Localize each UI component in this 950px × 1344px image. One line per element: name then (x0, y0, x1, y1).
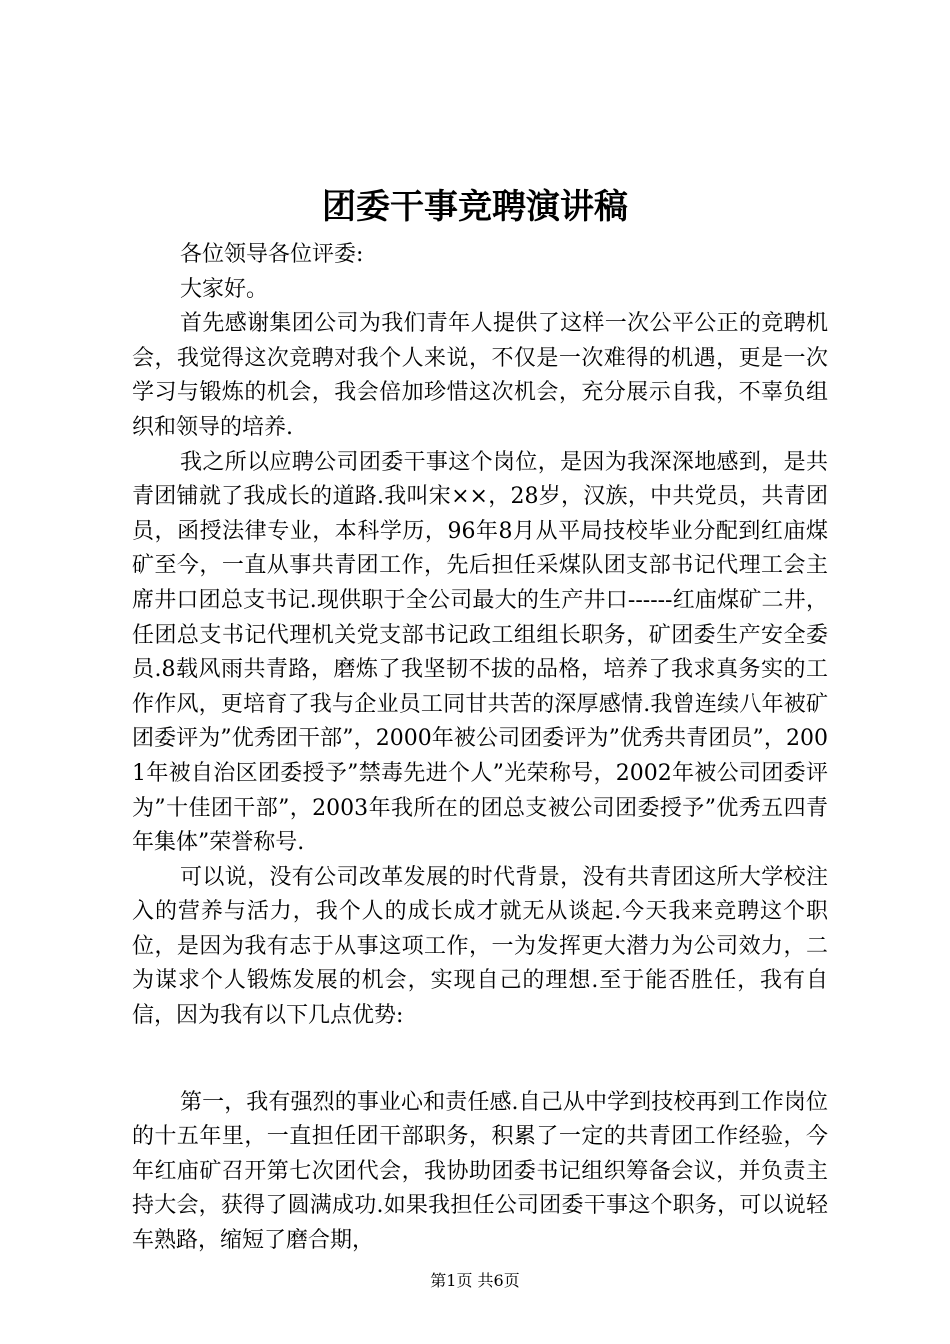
body-paragraph: 首先感谢集团公司为我们青年人提供了这样一次公平公正的竞聘机会，我觉得这次竞聘对我个人来说，不仅是一次难得的机遇，更是一次学习与锻炼的机会，我会倍加珍惜这次机会，充分展示自我，不辜负组织和领导的培养. (132, 311, 828, 440)
body-paragraph: 可以说，没有公司改革发展的时代背景，没有共青团这所大学校注入的营养与活力，我个人的成长成才就无从谈起.今天我来竞聘这个职位，是因为我有志于从事这项工作，一为发挥更大潜力为公司效力，二为谋求个人锻炼发展的机会，实现自己的理想.至于能否胜任，我有自信，因为我有以下几点优势: (132, 864, 828, 1029)
paragraph-spacer (132, 1034, 828, 1086)
body-paragraph: 第一，我有强烈的事业心和责任感.自己从中学到技校再到工作岗位的十五年里，一直担任团干部职务，积累了一定的共青团工作经验，今年红庙矿召开第七次团代会，我协助团委书记组织筹备会议，并负责主持大会，获得了圆满成功.如果我担任公司团委干事这个职务，可以说轻车熟路，缩短了磨合期， (132, 1089, 828, 1254)
document-title: 团委干事竞聘演讲稿 (322, 187, 628, 227)
greeting-paragraph: 大家好。 (180, 276, 269, 302)
salutation-paragraph: 各位领导各位评委: (180, 242, 364, 267)
document-body (132, 238, 828, 1259)
page-number-footer: 第1页 共6页 (430, 1271, 520, 1290)
body-paragraph: 我之所以应聘公司团委干事这个岗位，是因为我深深地感到，是共青团铺就了我成长的道路.我叫宋××，28岁，汉族，中共党员，共青团员，函授法律专业，本科学历，96年8月从平局技校毕业分配到红庙煤矿至今，一直从事共青团工作，先后担任采煤队团支部书记代理工会主席井口团总支书记.现供职于全公司最大的生产井口------红庙煤矿二井，任团总支书记代理机关党支部书记政工组组长职务，矿团委生产安全委员.8载风雨共青路，磨炼了我坚韧不拔的品格，培养了我求真务实的工作作风，更培育了我与企业员工同甘共苦的深厚感情.我曾连续八年被矿团委评为”优秀团干部”，2000年被公司团委评为”优秀共青团员”，2001年被自治区团委授予”禁毒先进个人”光荣称号，2002年被公司团委评为”十佳团干部”，2003年我所在的团总支被公司团委授予”优秀五四青年集体”荣誉称号. (132, 449, 828, 856)
